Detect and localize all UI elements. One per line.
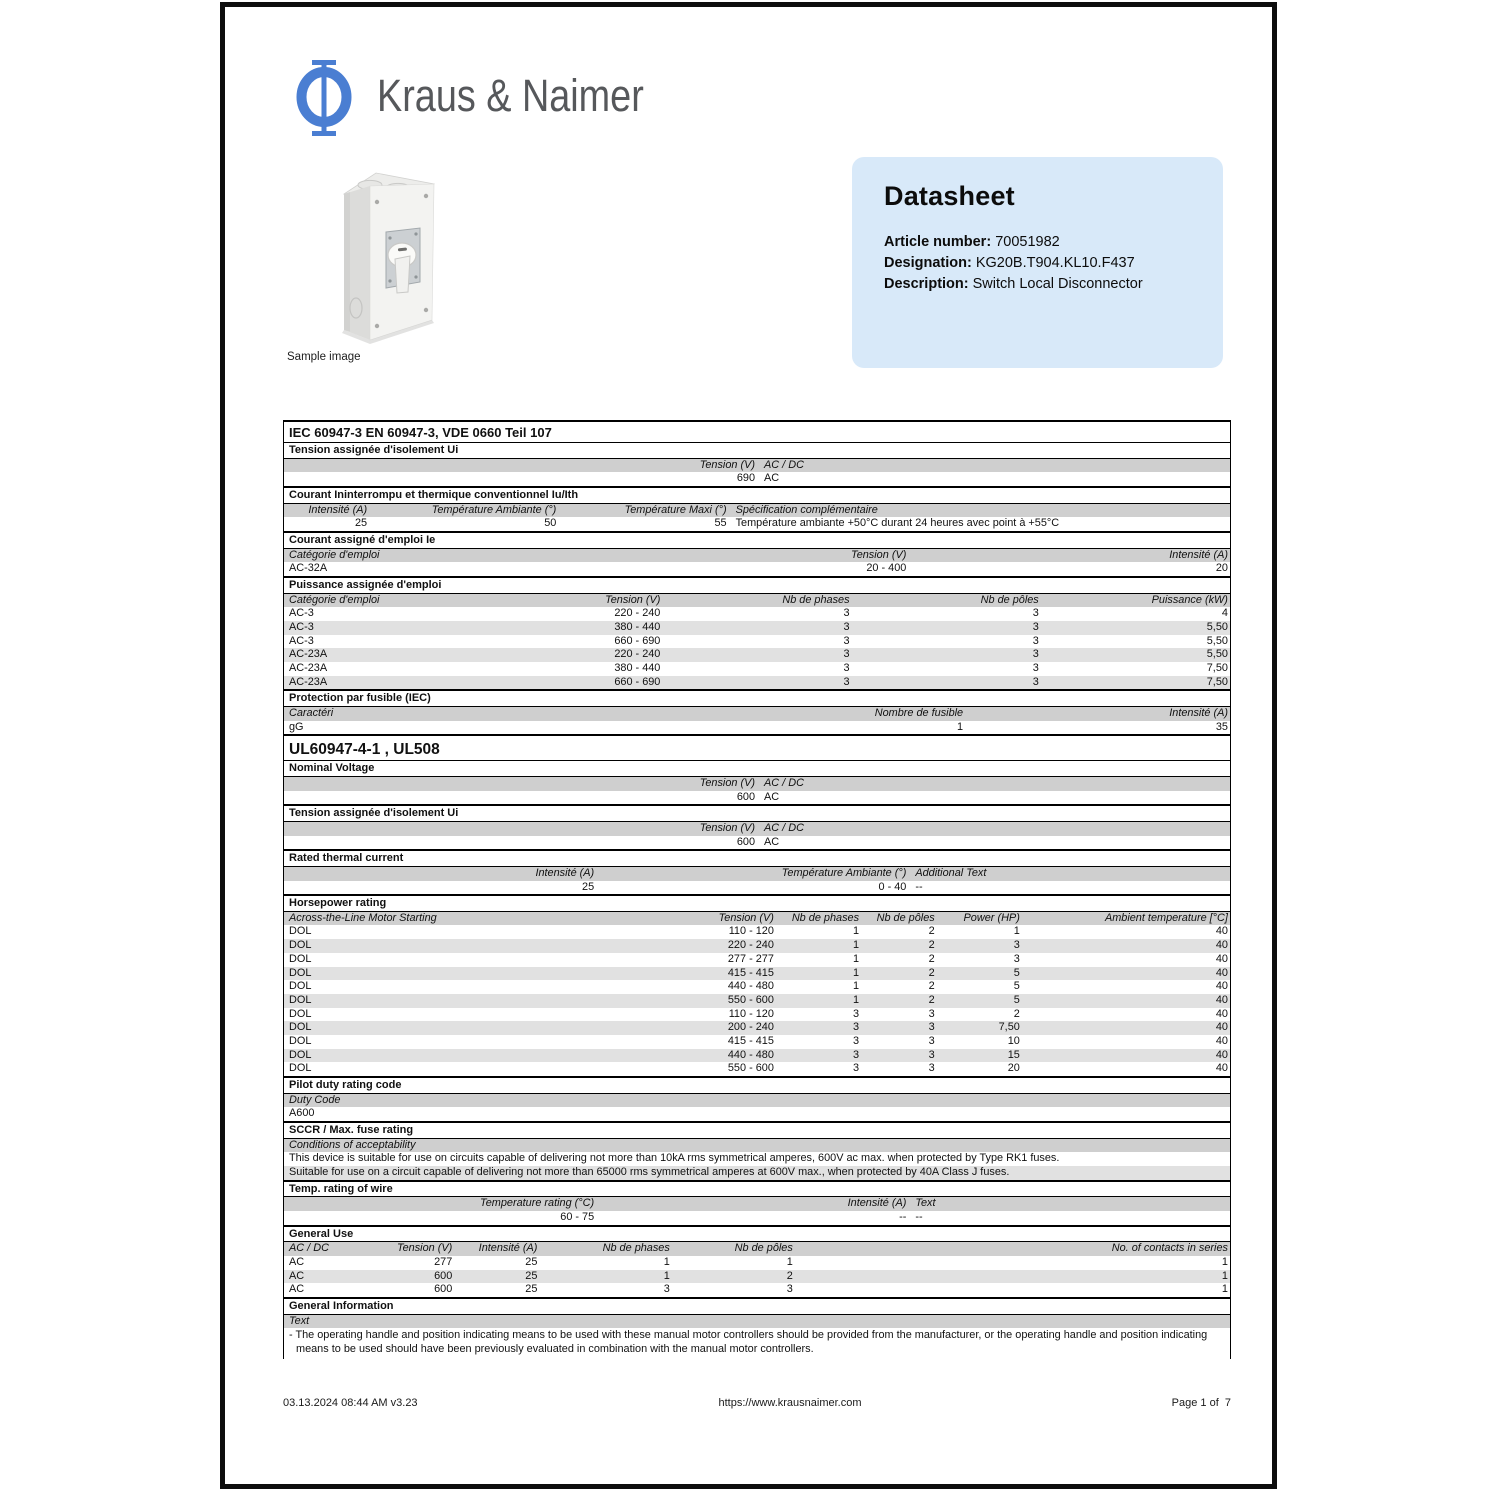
- table-cell: 35: [1215, 720, 1228, 733]
- table-row: [284, 648, 1230, 662]
- table-cell: 3: [1032, 634, 1039, 647]
- table-header-row: [284, 777, 1230, 791]
- table-cell: 20: [1007, 1062, 1020, 1075]
- table-cell: 3: [928, 1021, 935, 1034]
- table-row: [284, 939, 1230, 953]
- table-cell: AC / DC: [764, 458, 804, 471]
- table-cell: 110 - 120: [728, 925, 774, 938]
- table-row: [284, 676, 1230, 690]
- table-section-title: UL60947-4-1 , UL508: [284, 734, 1230, 761]
- table-cell: AC / DC: [289, 1242, 329, 1255]
- table-row: [284, 607, 1230, 621]
- table-cell: 2: [928, 980, 935, 993]
- table-cell: 3: [843, 634, 850, 647]
- table-cell: 1: [1013, 925, 1020, 938]
- table-cell: 3: [1013, 952, 1020, 965]
- table-cell: Ambient temperature [°C]: [1104, 911, 1228, 924]
- table-cell: 5,50: [1206, 634, 1228, 647]
- table-cell: --: [915, 1210, 923, 1223]
- table-row: [284, 721, 1230, 735]
- table-cell: Catégorie d'emploi: [289, 548, 380, 561]
- table-cell: 1: [852, 925, 860, 938]
- table-cell: Nombre de fusible: [874, 706, 964, 719]
- table-subsection-title: Protection par fusible (IEC): [284, 689, 1230, 707]
- table-cell: Nb de phases: [791, 911, 860, 924]
- table-cell: 3: [1032, 648, 1039, 661]
- table-row: [284, 953, 1230, 967]
- table-cell: Temperature rating (°C): [480, 1197, 595, 1210]
- footer-url: https://www.krausnaimer.com: [718, 1397, 862, 1409]
- table-cell: 220 - 240: [614, 607, 661, 620]
- table-cell: 2: [928, 952, 935, 965]
- table-cell: 600: [736, 835, 755, 848]
- table-cell: 1: [1221, 1269, 1228, 1282]
- table-cell: 3: [852, 1007, 860, 1020]
- table-cell: 20 - 400: [866, 562, 907, 575]
- table-cell: Conditions of acceptability: [289, 1138, 416, 1151]
- footer-page-number: Page 1 of 7: [1171, 1397, 1231, 1409]
- table-cell: 2: [928, 966, 935, 979]
- table-cell: Intensité (A): [535, 866, 595, 879]
- table-cell: AC-23A: [289, 648, 328, 661]
- table-cell: 660 - 690: [614, 675, 661, 688]
- table-cell: 2: [928, 939, 935, 952]
- table-subsection-title: General Use: [284, 1225, 1230, 1243]
- table-cell: 2: [1013, 1007, 1020, 1020]
- table-row: [284, 1166, 1230, 1180]
- table-cell: 600: [736, 790, 755, 803]
- table-subsection-title: SCCR / Max. fuse rating: [284, 1121, 1230, 1139]
- table-cell: No. of contacts in series: [1111, 1242, 1228, 1255]
- table-subsection-title: Tension assignée d'isolement Ui: [284, 443, 1230, 459]
- phi-symbol-icon: [286, 58, 362, 138]
- table-cell: 4: [1221, 607, 1228, 620]
- table-cell: 3: [928, 1034, 935, 1047]
- info-field-label: Designation:: [884, 255, 972, 271]
- table-cell: 1: [852, 939, 860, 952]
- table-cell: Additional Text: [915, 866, 987, 879]
- table-cell: 3: [843, 607, 850, 620]
- table-cell: 3: [1032, 607, 1039, 620]
- table-cell: AC: [764, 472, 780, 485]
- table-cell: AC-3: [289, 634, 314, 647]
- table-subsection-title: Tension assignée d'isolement Ui: [284, 804, 1230, 822]
- table-cell: 40: [1215, 1062, 1228, 1075]
- table-cell: 40: [1215, 1007, 1228, 1020]
- table-cell: Text: [915, 1197, 936, 1210]
- table-row: [284, 472, 1230, 486]
- table-cell: 3: [852, 1048, 860, 1061]
- table-cell: AC-32A: [289, 562, 328, 575]
- table-cell: DOL: [289, 993, 312, 1006]
- table-cell: Intensité (A): [847, 1197, 907, 1210]
- table-cell: 2: [928, 925, 935, 938]
- table-cell: 20: [1215, 562, 1228, 575]
- table-cell: 1: [852, 980, 860, 993]
- table-cell: 3: [928, 1048, 935, 1061]
- table-cell: Tension (V): [718, 911, 774, 924]
- table-cell: 3: [1032, 675, 1039, 688]
- info-field: Designation: KG20B.T904.KL10.F437: [884, 255, 1135, 271]
- table-cell: 600: [434, 1269, 453, 1282]
- footer-timestamp: 03.13.2024 08:44 AM v3.23: [283, 1397, 418, 1409]
- table-cell: Nb de pôles: [980, 593, 1039, 606]
- table-cell: Température ambiante +50°C durant 24 heures avec point à +55°C: [735, 517, 1060, 530]
- table-cell: Tension (V): [699, 458, 755, 471]
- table-header-row: [284, 549, 1230, 563]
- table-cell: 2: [928, 993, 935, 1006]
- table-cell: 25: [582, 880, 595, 893]
- table-cell: DOL: [289, 966, 312, 979]
- table-cell: 7,50: [1206, 661, 1228, 674]
- table-cell: 3: [928, 1007, 935, 1020]
- table-cell: 415 - 415: [727, 1034, 774, 1047]
- table-row: [284, 1008, 1230, 1022]
- table-cell: Across-the-Line Motor Starting: [289, 911, 437, 924]
- table-cell: DOL: [289, 952, 312, 965]
- spec-table: [283, 420, 1231, 1359]
- info-field-label: Article number:: [884, 234, 992, 250]
- table-cell: DOL: [289, 939, 312, 952]
- info-field: Article number: 70051982: [884, 234, 1060, 250]
- table-row: [284, 925, 1230, 939]
- table-row: [284, 1270, 1230, 1284]
- table-row: [284, 621, 1230, 635]
- table-cell: 40: [1215, 1021, 1228, 1034]
- sample-product-image: [328, 160, 440, 350]
- table-cell: Tension (V): [851, 548, 907, 561]
- table-cell: 110 - 120: [728, 1007, 774, 1020]
- page-title: Datasheet: [884, 181, 1015, 211]
- table-cell: AC: [289, 1283, 305, 1296]
- table-cell: 50: [544, 517, 557, 530]
- table-cell: 5: [1013, 993, 1020, 1006]
- table-cell: 3: [843, 675, 850, 688]
- table-cell: 25: [525, 1255, 538, 1268]
- table-section-title: IEC 60947-3 EN 60947-3, VDE 0660 Teil 107: [284, 422, 1230, 443]
- table-cell: 15: [1007, 1048, 1020, 1061]
- table-cell: AC: [764, 790, 780, 803]
- table-cell: 40: [1215, 952, 1228, 965]
- table-cell: --: [899, 1210, 907, 1223]
- table-cell: 25: [525, 1269, 538, 1282]
- table-cell: 5: [1013, 980, 1020, 993]
- table-subsection-title: Pilot duty rating code: [284, 1076, 1230, 1094]
- table-cell: Tension (V): [699, 821, 755, 834]
- table-cell: 380 - 440: [614, 620, 661, 633]
- table-cell: 1: [852, 993, 860, 1006]
- table-cell: 440 - 480: [727, 980, 774, 993]
- table-subsection-title: General Information: [284, 1297, 1230, 1315]
- table-cell: 1: [852, 966, 860, 979]
- table-cell: A600: [289, 1107, 315, 1120]
- table-cell: 1: [786, 1255, 793, 1268]
- table-cell: 1: [852, 952, 860, 965]
- table-cell: 2: [786, 1269, 793, 1282]
- table-cell: 3: [852, 1021, 860, 1034]
- info-field: Description: Switch Local Disconnector: [884, 276, 1143, 292]
- table-row: [284, 994, 1230, 1008]
- table-cell: DOL: [289, 1048, 312, 1061]
- table-cell: 3: [1032, 620, 1039, 633]
- table-cell: 277: [434, 1255, 453, 1268]
- table-cell: Intensité (A): [1169, 548, 1228, 561]
- table-row: [284, 1021, 1230, 1035]
- table-cell: 10: [1007, 1034, 1020, 1047]
- table-row: [284, 517, 1230, 531]
- table-row: [284, 980, 1230, 994]
- table-cell: 7,50: [1206, 675, 1228, 688]
- table-cell: 5: [1013, 966, 1020, 979]
- table-cell: Tension (V): [396, 1242, 453, 1255]
- table-row: [284, 881, 1230, 895]
- table-subsection-title: Nominal Voltage: [284, 761, 1230, 777]
- table-cell: 1: [663, 1255, 670, 1268]
- table-cell: 3: [843, 648, 850, 661]
- table-row: [284, 1256, 1230, 1270]
- table-cell: 380 - 440: [614, 661, 661, 674]
- table-row: [284, 836, 1230, 850]
- table-cell: 40: [1215, 939, 1228, 952]
- table-header-row: [284, 1315, 1230, 1329]
- table-cell: 1: [1221, 1255, 1228, 1268]
- table-header-row: [284, 1139, 1230, 1153]
- table-cell: Duty Code: [289, 1093, 341, 1106]
- table-cell: 690: [736, 472, 755, 485]
- table-header-row: [284, 1197, 1230, 1211]
- table-cell: DOL: [289, 1021, 312, 1034]
- table-cell: 60 - 75: [560, 1210, 595, 1223]
- table-cell: 3: [843, 661, 850, 674]
- table-cell: AC-23A: [289, 661, 328, 674]
- table-header-row: [284, 594, 1230, 608]
- table-header-row: [284, 1094, 1230, 1108]
- table-cell: --: [915, 880, 923, 893]
- table-cell: DOL: [289, 1007, 312, 1020]
- table-header-row: [284, 912, 1230, 926]
- table-cell: 600: [434, 1283, 453, 1296]
- table-cell: gG: [289, 720, 304, 733]
- sample-image-caption: Sample image: [287, 351, 361, 363]
- table-cell: This device is suitable for use on circuits capable of delivering not more than 10kA rms symmetrical amperes, 600V ac max. when protected by Type RK1 fuses.: [289, 1152, 1060, 1165]
- table-row: [284, 1283, 1230, 1297]
- table-header-row: [284, 459, 1230, 473]
- table-row: [284, 662, 1230, 676]
- table-header-row: [284, 707, 1230, 721]
- table-cell: 1: [1221, 1283, 1228, 1296]
- table-cell: Tension (V): [699, 776, 755, 789]
- table-cell: AC / DC: [764, 821, 804, 834]
- table-subsection-title: Horsepower rating: [284, 894, 1230, 912]
- table-cell: 40: [1215, 966, 1228, 979]
- table-cell: AC: [289, 1255, 305, 1268]
- table-row: [284, 1107, 1230, 1121]
- table-cell: DOL: [289, 1034, 312, 1047]
- table-cell: 220 - 240: [614, 648, 661, 661]
- table-cell: 550 - 600: [727, 1062, 774, 1075]
- table-row: [284, 1062, 1230, 1076]
- table-cell: 3: [1032, 661, 1039, 674]
- table-header-row: [284, 504, 1230, 518]
- table-cell: AC-3: [289, 607, 314, 620]
- table-cell: 3: [1013, 939, 1020, 952]
- table-cell: Température Maxi (°): [624, 503, 727, 516]
- table-header-row: [284, 1242, 1230, 1256]
- table-cell: Intensité (A): [478, 1242, 538, 1255]
- table-cell: 3: [843, 620, 850, 633]
- table-cell: 440 - 480: [727, 1048, 774, 1061]
- table-cell: Catégorie d'emploi: [289, 593, 380, 606]
- table-cell: 40: [1215, 1034, 1228, 1047]
- table-cell: 25: [355, 517, 368, 530]
- table-cell: 3: [852, 1034, 860, 1047]
- table-row: - The operating handle and position indicating means to be used with these manual motor controllers should be provided from the manufacturer, or the operating handle and position indicating means to be used should have been previously evaluated in combination with the manual motor controllers.: [284, 1328, 1230, 1359]
- table-cell: Nb de pôles: [876, 911, 935, 924]
- brand-logo: [286, 58, 362, 138]
- table-row: [284, 1152, 1230, 1166]
- table-cell: 40: [1215, 980, 1228, 993]
- table-cell: 3: [928, 1062, 935, 1075]
- table-cell: Spécification complémentaire: [735, 503, 878, 516]
- table-cell: AC-3: [289, 620, 314, 633]
- table-cell: 40: [1215, 925, 1228, 938]
- table-cell: AC: [289, 1269, 305, 1282]
- info-field-label: Description:: [884, 276, 969, 292]
- table-cell: 277 - 277: [727, 952, 774, 965]
- table-cell: 7,50: [998, 1021, 1020, 1034]
- table-cell: Intensité (A): [308, 503, 368, 516]
- table-cell: DOL: [289, 980, 312, 993]
- info-fields: [884, 232, 1193, 295]
- table-row: [284, 635, 1230, 649]
- table-cell: Nb de phases: [602, 1242, 670, 1255]
- table-subsection-title: Temp. rating of wire: [284, 1180, 1230, 1198]
- table-cell: Caractéri: [289, 706, 334, 719]
- table-cell: Text: [289, 1314, 310, 1327]
- table-cell: 415 - 415: [727, 966, 774, 979]
- table-cell: 1: [663, 1269, 670, 1282]
- table-cell: DOL: [289, 925, 312, 938]
- table-cell: Intensité (A): [1169, 706, 1228, 719]
- table-subsection-title: Puissance assignée d'emploi: [284, 576, 1230, 594]
- table-row: [284, 791, 1230, 805]
- table-cell: AC: [764, 835, 780, 848]
- table-cell: 1: [957, 720, 964, 733]
- table-subsection-title: Courant assigné d'emploi Ie: [284, 531, 1230, 549]
- table-cell: Suitable for use on a circuit capable of delivering not more than 65000 rms symmetrical amperes at 600V max., when protected by 40A Class J fuses.: [289, 1165, 1010, 1178]
- table-header-row: [284, 822, 1230, 836]
- table-cell: 5,50: [1206, 620, 1228, 633]
- table-cell: Température Ambiante (°): [781, 866, 907, 879]
- datasheet-info-box: [852, 157, 1223, 368]
- brand-name: Kraus & Naimer: [377, 70, 644, 121]
- table-cell: 200 - 240: [727, 1021, 774, 1034]
- table-cell: Puissance (kW): [1151, 593, 1228, 606]
- table-cell: 3: [786, 1283, 793, 1296]
- table-row: [284, 1049, 1230, 1063]
- table-cell: 25: [525, 1283, 538, 1296]
- table-cell: 3: [663, 1283, 670, 1296]
- table-cell: Power (HP): [963, 911, 1020, 924]
- table-cell: Tension (V): [605, 593, 661, 606]
- table-cell: Nb de phases: [782, 593, 850, 606]
- table-subsection-title: Rated thermal current: [284, 849, 1230, 867]
- table-cell: 660 - 690: [614, 634, 661, 647]
- table-cell: 40: [1215, 993, 1228, 1006]
- table-row: [284, 1211, 1230, 1225]
- table-cell: 0 - 40: [878, 880, 907, 893]
- table-cell: AC-23A: [289, 675, 328, 688]
- table-cell: Nb de pôles: [734, 1242, 793, 1255]
- table-cell: 5,50: [1206, 648, 1228, 661]
- table-cell: 40: [1215, 1048, 1228, 1061]
- table-row: [284, 1035, 1230, 1049]
- table-cell: AC / DC: [764, 776, 804, 789]
- table-cell: Température Ambiante (°): [431, 503, 557, 516]
- table-row: [284, 562, 1230, 576]
- table-cell: DOL: [289, 1062, 312, 1075]
- table-cell: 550 - 600: [727, 993, 774, 1006]
- table-header-row: [284, 867, 1230, 881]
- table-cell: 3: [852, 1062, 860, 1075]
- table-cell: 55: [714, 517, 727, 530]
- table-row: [284, 967, 1230, 981]
- table-cell: 220 - 240: [727, 939, 774, 952]
- table-subsection-title: Courant Ininterrompu et thermique conventionnel Iu/Ith: [284, 486, 1230, 504]
